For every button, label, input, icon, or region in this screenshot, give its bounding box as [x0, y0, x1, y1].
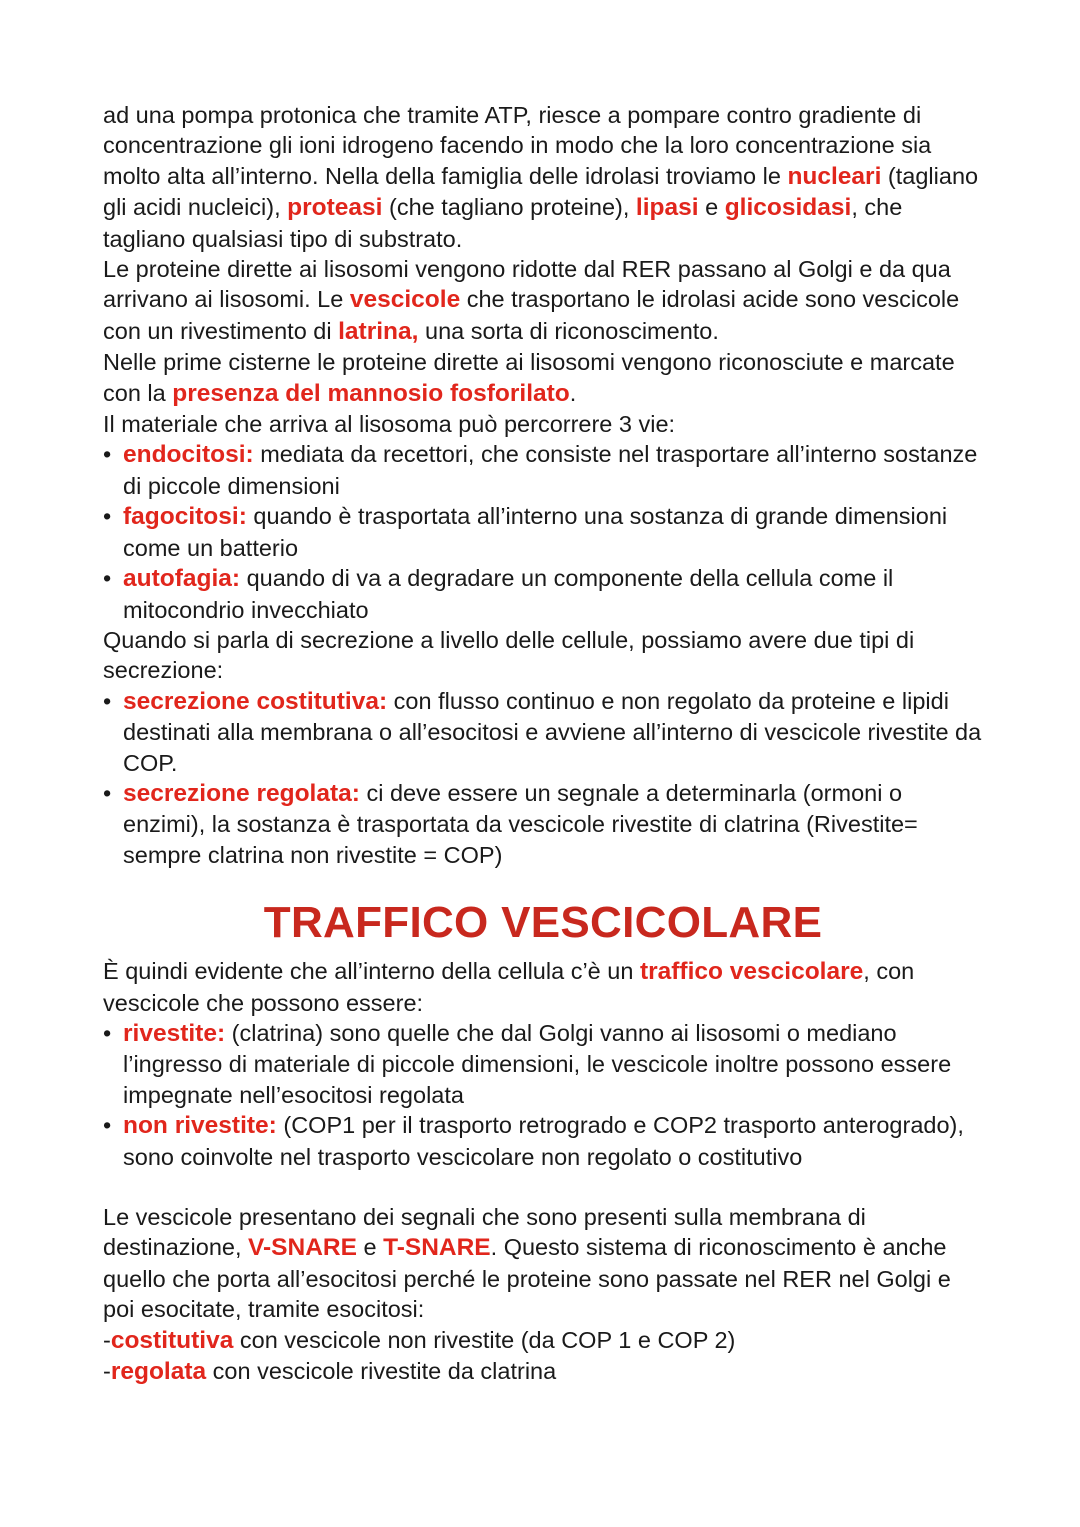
- paragraph-mannose: [103, 347, 983, 409]
- text-run: ad una pompa protonica che tramite ATP, riesce a pompare contro gradiente di concentrazione gli ioni idrogeno facendo in modo che la loro concentrazione sia molto alta all’interno. Nella della famiglia delle idrolasi troviamo le: [103, 102, 932, 189]
- text-run: È quindi evidente che all’interno della cellula c’è un: [103, 958, 640, 985]
- bullet-icon: •: [103, 779, 112, 806]
- highlighted-term: latrina,: [338, 317, 419, 345]
- highlighted-term: secrezione regolata:: [123, 779, 360, 807]
- text-run: che trasportano le idrolasi acide sono vescicole con un rivestimento di: [103, 286, 960, 344]
- list-item: [103, 439, 983, 501]
- vesicle-types-list: [103, 1018, 983, 1172]
- highlighted-term: nucleari: [787, 162, 882, 190]
- spacer: [103, 1172, 983, 1202]
- paragraph-snare: [103, 1202, 983, 1325]
- text-run: . Questo sistema di riconoscimento è anche quello che porta all’esocitosi perché le proteine sono passate nel RER nel Golgi e poi esocitate, tramite esocitosi:: [103, 1234, 951, 1323]
- highlighted-term: T-SNARE: [383, 1234, 491, 1262]
- text-run: Nelle prime cisterne le proteine dirette ai lisosomi vengono riconosciute e marcate con la: [103, 349, 955, 406]
- text-run: , che tagliano qualsiasi tipo di substrato.: [103, 194, 903, 252]
- text-run: con vescicole non rivestite (da COP 1 e COP 2): [233, 1326, 736, 1353]
- highlighted-term: non rivestite:: [123, 1112, 277, 1140]
- text-run: -: [103, 1358, 111, 1385]
- text-run: quando è trasportata all’interno una sostanza di grande dimensioni come un batterio: [123, 503, 948, 561]
- highlighted-term: V-SNARE: [248, 1234, 357, 1262]
- text-run: Le proteine dirette ai lisosomi vengono ridotte dal RER passano al Golgi e da qua arrivano ai lisosomi. Le: [103, 256, 951, 313]
- list-item: [103, 1110, 983, 1172]
- text-run: (tagliano gli acidi nucleici),: [103, 162, 979, 221]
- text-run: con vescicole rivestite da clatrina: [206, 1358, 557, 1385]
- highlighted-term: rivestite:: [123, 1019, 226, 1047]
- list-item: [103, 1018, 983, 1110]
- bullet-icon: •: [103, 1112, 112, 1139]
- list-item: [103, 501, 983, 563]
- list-item: [103, 563, 983, 625]
- text-run: quando di va a degradare un componente della cellula come il mitocondrio invecchiato: [123, 565, 894, 623]
- line-constitutive: [103, 1325, 983, 1356]
- list-item: [103, 778, 983, 870]
- highlighted-term: traffico vescicolare: [639, 958, 864, 986]
- paragraph-three-ways: Il materiale che arriva al lisosoma può percorrere 3 vie:: [103, 411, 676, 438]
- line-regulated: [103, 1356, 983, 1387]
- lysosome-pathways-list: [103, 439, 983, 624]
- text-run: una sorta di riconoscimento.: [418, 317, 719, 344]
- paragraph-hydrolases: [103, 100, 983, 254]
- text-run: Le vescicole presentano dei segnali che sono presenti sulla membrana di destinazione,: [103, 1204, 866, 1261]
- list-item: [103, 686, 983, 778]
- highlighted-term: vescicole: [349, 286, 461, 314]
- section-title: TRAFFICO VESCICOLARE: [263, 898, 823, 948]
- paragraph-vesicular-traffic: [103, 956, 983, 1018]
- highlighted-term: glicosidasi: [724, 194, 852, 222]
- text-run: mediata da recettori, che consiste nel trasportare all’interno sostanze di piccole dimensioni: [123, 441, 978, 499]
- bullet-icon: •: [103, 1019, 112, 1046]
- document-page: [103, 100, 983, 1387]
- bullet-icon: •: [103, 565, 112, 592]
- text-run: (clatrina) sono quelle che dal Golgi vanno ai lisosomi o mediano l’ingresso di materiale di piccole dimensioni, le vescicole inoltre possono essere impegnate nell’esocitosi regolata: [123, 1019, 952, 1108]
- highlighted-term: fagocitosi:: [123, 503, 247, 531]
- text-run: (COP1 per il trasporto retrogrado e COP2 trasporto anterogrado), sono coinvolte nel trasporto vescicolare non regolato o costitutivo: [123, 1112, 964, 1170]
- text-run: -: [103, 1326, 111, 1353]
- text-run: (che tagliano proteine),: [382, 194, 636, 221]
- secretion-types-list: [103, 686, 983, 870]
- paragraph-vesicles: [103, 254, 983, 347]
- highlighted-term: endocitosi:: [123, 441, 254, 469]
- paragraph-secretion: Quando si parla di secrezione a livello delle cellule, possiamo avere due tipi di secrezione:: [103, 626, 915, 684]
- text-run: .: [569, 379, 577, 406]
- text-run: e: [698, 194, 725, 221]
- bullet-icon: •: [103, 503, 112, 530]
- text-run: con flusso continuo e non regolato da proteine e lipidi destinati alla membrana o all’esocitosi e avviene all’interno di vescicole rivestite da COP.: [123, 687, 982, 776]
- bullet-icon: •: [103, 687, 112, 714]
- highlighted-term: presenza del mannosio fosforilato: [172, 379, 570, 407]
- highlighted-term: secrezione costitutiva:: [123, 687, 388, 715]
- bullet-icon: •: [103, 441, 112, 468]
- highlighted-term: autofagia:: [123, 565, 241, 593]
- highlighted-term: costitutiva: [110, 1326, 234, 1354]
- text-run: ci deve essere un segnale a determinarla (ormoni o enzimi), la sostanza è trasportata da vescicole rivestite di clatrina (Rivestite= sempre clatrina non rivestite = COP): [123, 779, 918, 868]
- highlighted-term: proteasi: [287, 194, 383, 222]
- highlighted-term: regolata: [110, 1358, 207, 1386]
- text-run: e: [356, 1234, 384, 1261]
- text-run: , con vescicole che possono essere:: [103, 958, 915, 1016]
- highlighted-term: lipasi: [635, 194, 699, 222]
